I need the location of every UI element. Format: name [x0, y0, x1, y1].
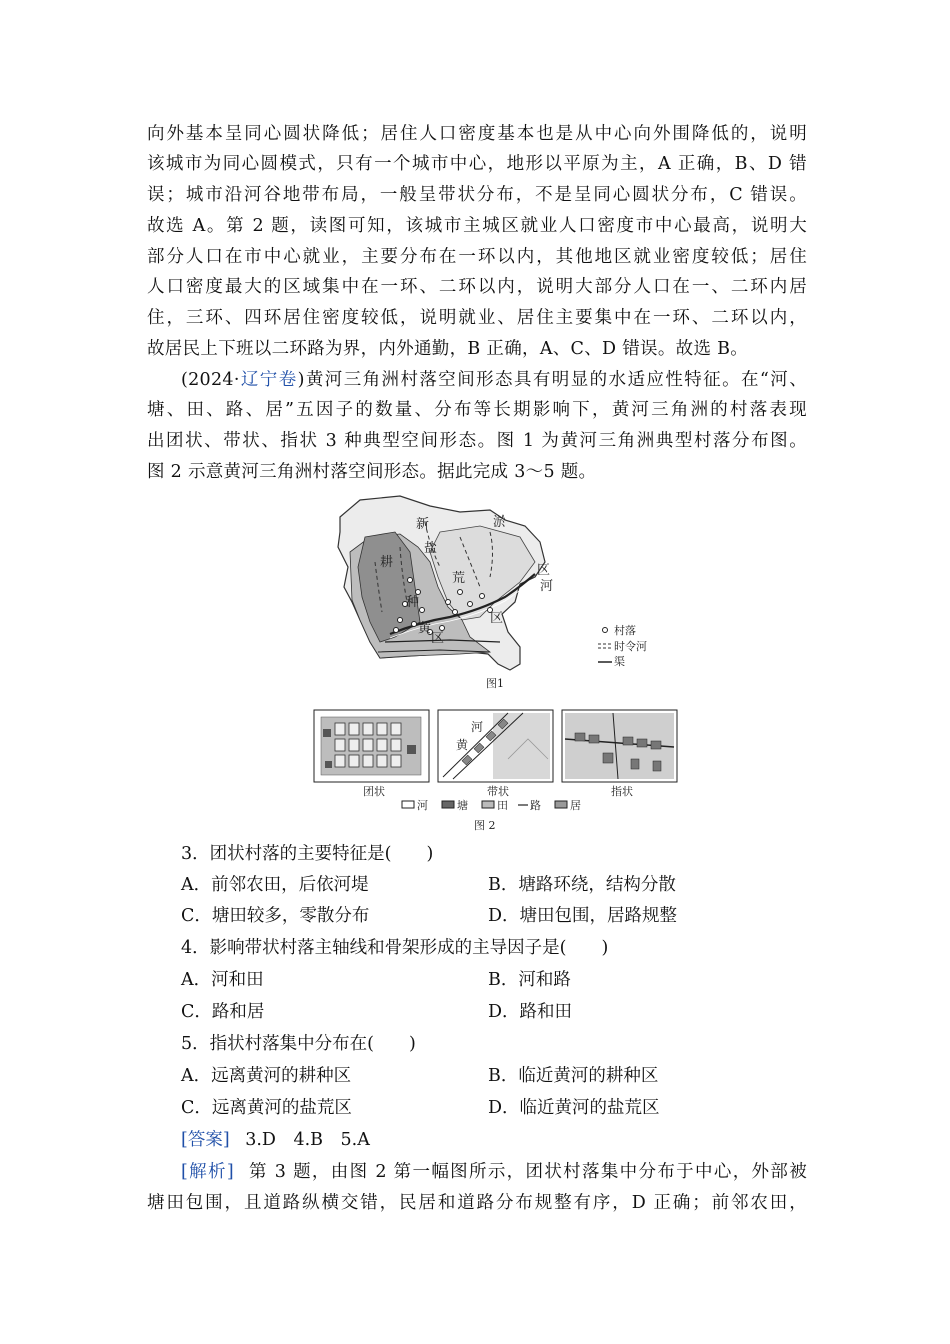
paragraph-line: 故选 A。第 2 题，读图可知，该城市主城区就业人口密度市中心最高，说明大: [147, 216, 807, 236]
panel2-label: 河: [471, 720, 484, 734]
panel-caption: 带状: [487, 786, 509, 798]
intro-line-4: 图 2 示意黄河三角洲村落空间形态。据此完成 3～5 题。: [147, 462, 597, 482]
question-3-option-d: D．塘田包围，居路规整: [488, 906, 678, 926]
source-suffix: ): [297, 370, 305, 390]
legend-village: 村落: [614, 625, 636, 637]
paragraph-line: 向外基本呈同心圆状降低；居住人口密度基本也是从中心向外围降低的，说明: [147, 124, 807, 144]
legend-residence: 居: [570, 800, 581, 812]
intro-text: 黄河三角洲村落空间形态具有明显的水适应性特征。在“河、: [304, 370, 807, 390]
question-5-stem: 5．指状村落集中分布在( ): [181, 1034, 416, 1054]
panel-finger: [562, 710, 677, 782]
paragraph-line: 该城市为同心圆模式，只有一个城市中心，地形以平原为主，A 正确，B、D 错: [147, 154, 807, 174]
map-label: 区: [431, 630, 445, 645]
figure-2-caption: 图 2: [474, 819, 496, 832]
analysis-label: [解析]: [181, 1162, 234, 1182]
panel-clustered: [314, 710, 429, 782]
map-label: 区: [490, 610, 504, 625]
analysis-text: 第 3 题，由图 2 第一幅图所示，团状村落集中分布于中心，外部被: [247, 1162, 807, 1182]
panel-caption: 指状: [611, 786, 633, 798]
legend-canal: 渠: [614, 656, 625, 668]
answer-text: 3.D 4.B 5.A: [245, 1130, 370, 1150]
map-label: 荒: [452, 570, 466, 585]
map-label: 淤: [493, 514, 507, 529]
question-3-option-a: A．前邻农田，后依河堤: [181, 875, 369, 895]
intro-line-3: 出团状、带状、指状 3 种典型空间形态。图 1 为黄河三角洲典型村落分布图。: [147, 431, 807, 451]
paragraph-line: 误；城市沿河谷地带布局，一般呈带状分布，不是呈同心圆状分布，C 错误。: [147, 185, 807, 205]
question-4-option-c: C．路和居: [181, 1002, 265, 1022]
source-name: 辽宁卷: [239, 370, 298, 390]
panel-caption: 团状: [363, 786, 385, 798]
question-5-option-c: C．远离黄河的盐荒区: [181, 1098, 352, 1118]
map-label: 黄: [418, 620, 432, 635]
figure-2-panels: [313, 709, 678, 799]
paragraph-line: 部分人口在市中心就业，主要分布在一环以内，其他地区就业密度较低；居住: [147, 247, 807, 267]
question-5-option-a: A．远离黄河的耕种区: [181, 1066, 352, 1086]
question-4-option-d: D．路和田: [488, 1002, 573, 1022]
figure-2-legend: [400, 797, 600, 813]
question-4-option-b: B．河和路: [488, 970, 571, 990]
paragraph-line: 住，三环、四环居住密度较低，说明就业、居住主要集中在一环、二环以内，: [147, 308, 807, 328]
paragraph-line: 人口密度最大的区域集中在一环、二环以内，说明大部分人口在一、二环内居: [147, 277, 807, 297]
map-label: 盐: [424, 540, 438, 555]
map-label: 河: [540, 578, 554, 593]
legend-river: 河: [417, 800, 428, 812]
answer-line: [181, 1129, 370, 1151]
question-4-stem: 4．影响带状村落主轴线和骨架形成的主导因子是( ): [181, 938, 609, 958]
legend-seasonal-river: 时令河: [614, 641, 647, 653]
question-3-option-b: B．塘路环绕，结构分散: [488, 875, 676, 895]
intro-line-2: 塘、田、路、居”五因子的数量、分布等长期影响下，黄河三角洲的村落表现: [147, 400, 807, 420]
intro-line-1: [181, 369, 807, 391]
map-label: 区: [537, 562, 551, 577]
legend-pond: 塘: [457, 800, 468, 812]
analysis-line-2: 塘田包围，且道路纵横交错，民居和道路分布规整有序，D 正确；前邻农田，: [147, 1193, 807, 1213]
panel-strip: [438, 710, 553, 782]
map-label: 新: [416, 516, 430, 531]
question-5-option-d: D．临近黄河的盐荒区: [488, 1098, 660, 1118]
legend-field: 田: [497, 800, 508, 812]
answer-label: [答案]: [181, 1130, 230, 1150]
figure-1-map: [330, 492, 660, 692]
source-prefix: (2024·: [181, 370, 240, 390]
legend-road: 路: [530, 800, 541, 812]
analysis-line-1: [181, 1161, 807, 1183]
question-5-option-b: B．临近黄河的耕种区: [488, 1066, 659, 1086]
question-3-option-c: C．塘田较多，零散分布: [181, 906, 370, 926]
question-4-option-a: A．河和田: [181, 970, 264, 990]
panel2-label: 黄: [456, 738, 469, 752]
map-label: 耕: [380, 554, 394, 569]
paragraph-line: 故居民上下班以二环路为界，内外通勤，B 正确，A、C、D 错误。故选 B。: [147, 339, 749, 359]
question-3-stem: 3．团状村落的主要特征是( ): [181, 844, 434, 864]
map-label: 种: [406, 594, 420, 609]
figure-1-caption: 图1: [486, 677, 504, 690]
